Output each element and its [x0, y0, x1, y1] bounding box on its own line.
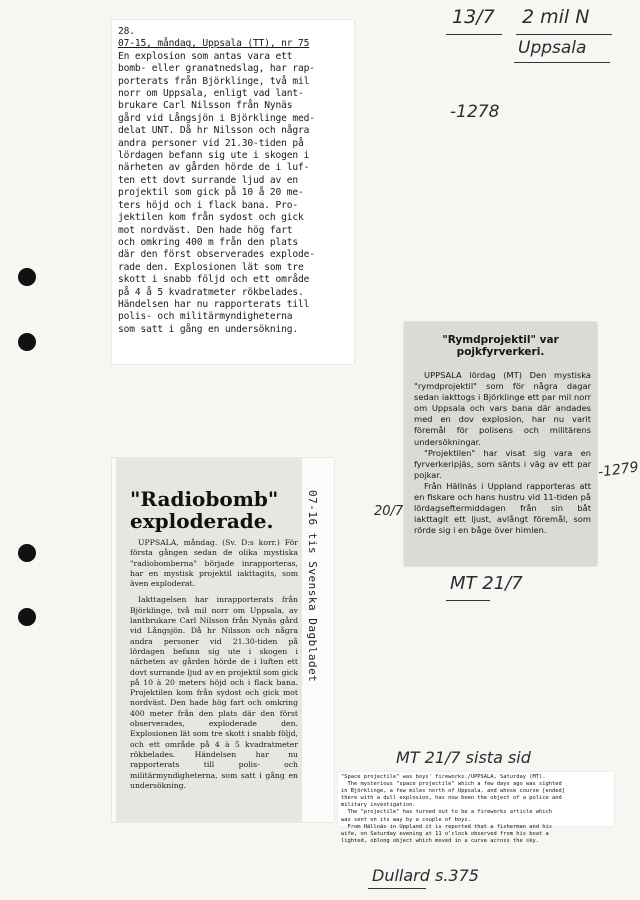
svd-lead: UPPSALA, måndag. (Sv. D:s korr.) För första gången sedan de olika mystiska "radiobomberna" började inrapporteras, har en mystisk projektil iakttagits, som även exploderat. [130, 538, 298, 589]
binder-hole [18, 268, 36, 286]
binder-hole [18, 544, 36, 562]
telex-number: 28. [118, 26, 135, 37]
telex-header: 07-15, måndag, Uppsala (TT), nr 75 [118, 38, 310, 50]
svd-paragraph: Iakttagelsen har inrapporterats från Björklinge, två mil norr om Uppsala, av lantbrukare Carl Nilsson från Nynäs gård vid Långsjön. Då hr Nilsson och några andra personer vid 21.30-tiden på lördagen befann sig ute i skogen i närheten av gården hörde de i luften ett dovt surrande ljud av en projektil som gick på 10 à 20 meters höjd och i flack bana. Projektilen kom från sydost och gick mot nordväst. Den hade hög fart och omkring 400 meter från den plats där den först observerades, exploderade den. Explosionen lät som tre skott i snabb följd, och ett område på 4 à 5 kvadratmeter rökbelades. Händelsen har nu rapporterats till polis- och militärmyndigheterna, som satt i gång en undersökning. [130, 595, 298, 790]
svd-clipping [112, 458, 334, 822]
handwritten-date-side: 20/7 [374, 504, 404, 519]
handwritten-ref-1278: -1278 [450, 102, 500, 122]
handwritten-place: Uppsala [518, 38, 587, 58]
mt-paragraph: "Projektilen" har visat sig vara en fyrverkeripjäs, som sänts i väg av ett par pojkar. [414, 447, 591, 480]
mt-body [404, 370, 597, 536]
svd-body [116, 532, 302, 791]
svd-column [116, 458, 302, 822]
mt-paragraph: UPPSALA lördag (MT) Den mystiska "rymdprojektil" som för några dagar sedan iakttogs i Björklinge ett par mil norr om Uppsala och vars bana där andades med en dov explosion, har nu varit föremål för polisens och militärens undersökningar. [414, 370, 591, 447]
binder-hole [18, 333, 36, 351]
english-translation-note [338, 772, 614, 844]
svd-headline-2: exploderade. [130, 509, 274, 533]
underline [446, 34, 502, 35]
svd-headline [116, 458, 302, 532]
mt-paragraph: Från Hällnäs i Uppland rapporteras att en fiskare och hans hustru vid 11-tiden på lördagseftermiddagen från sin båt iakttagit ett ljust, avlångt föremål, som rörde sig i en båge över himlen. [414, 480, 591, 536]
svd-headline-1: "Radiobomb" [130, 487, 279, 511]
mt-headline-1: "Rymdprojektil" var [442, 334, 559, 346]
mt-clipping [404, 322, 597, 566]
underline [516, 34, 612, 35]
svd-side-label: 07-16 tis Svenska Dagbladet [306, 490, 319, 683]
telex-clipping [112, 20, 354, 364]
underline [368, 888, 426, 889]
handwritten-mt-bottom: MT 21/7 sista sid [396, 748, 531, 767]
handwritten-ref-1279: -1279 [597, 459, 640, 481]
handwritten-source-ref: Dullard s.375 [372, 866, 479, 885]
underline [514, 62, 610, 63]
handwritten-date-top: 13/7 [452, 6, 495, 28]
english-note-body: "Space projectile" was boys' fireworks./UPPSALA, Saturday (MT). The mysterious "space projectile" which a few days ago was sighted in Björklinge, a few miles north of Uppsala, and whose course [ended] there with a dull explosion, has now been the object of a police and military investigation. The "projectile" has turned out to be a fireworks article which was sent on its way by a couple of boys. From Hällnäs in Uppland it is reported that a fisherman and his wife, on Saturday evening at 11 o'clock observed from his boat a lighted, oblong object which moved in a curve across the sky. [341, 774, 565, 844]
handwritten-distance: 2 mil N [522, 6, 590, 28]
underline [446, 600, 490, 601]
telex-body: En explosion som antas vara ett bomb- eller granatnedslag, har rap- porterats från Björklinge, två mil norr om Uppsala, enligt vad lant- brukare Carl Nilsson från Nynäs gård vid Långsjön i Björklinge med- delat UNT. Då hr Nilsson och några andra personer vid 21.30-tiden på lördagen befann sig ute i skogen i närheten av gården hörde de i luf- ten ett dovt surrande ljud av en projektil som gick på 10 å 20 me- ters höjd och i flack bana. Pro- jektilen kom från sydost och gick mot nordväst. Den hade hög fart och omkring 400 m från den plats där den först observerades explode- rade den. Explosionen lät som tre skott i snabb följd och ett område på 4 å 5 kvadratmeter rökbelades. Händelsen har nu rapporterats till polis- och militärmyndigheterna som satt i gång en undersökning. [118, 50, 315, 335]
binder-hole [18, 608, 36, 626]
handwritten-mt-date: MT 21/7 [450, 573, 523, 594]
mt-headline-2: pojkfyrverkeri. [456, 346, 545, 358]
